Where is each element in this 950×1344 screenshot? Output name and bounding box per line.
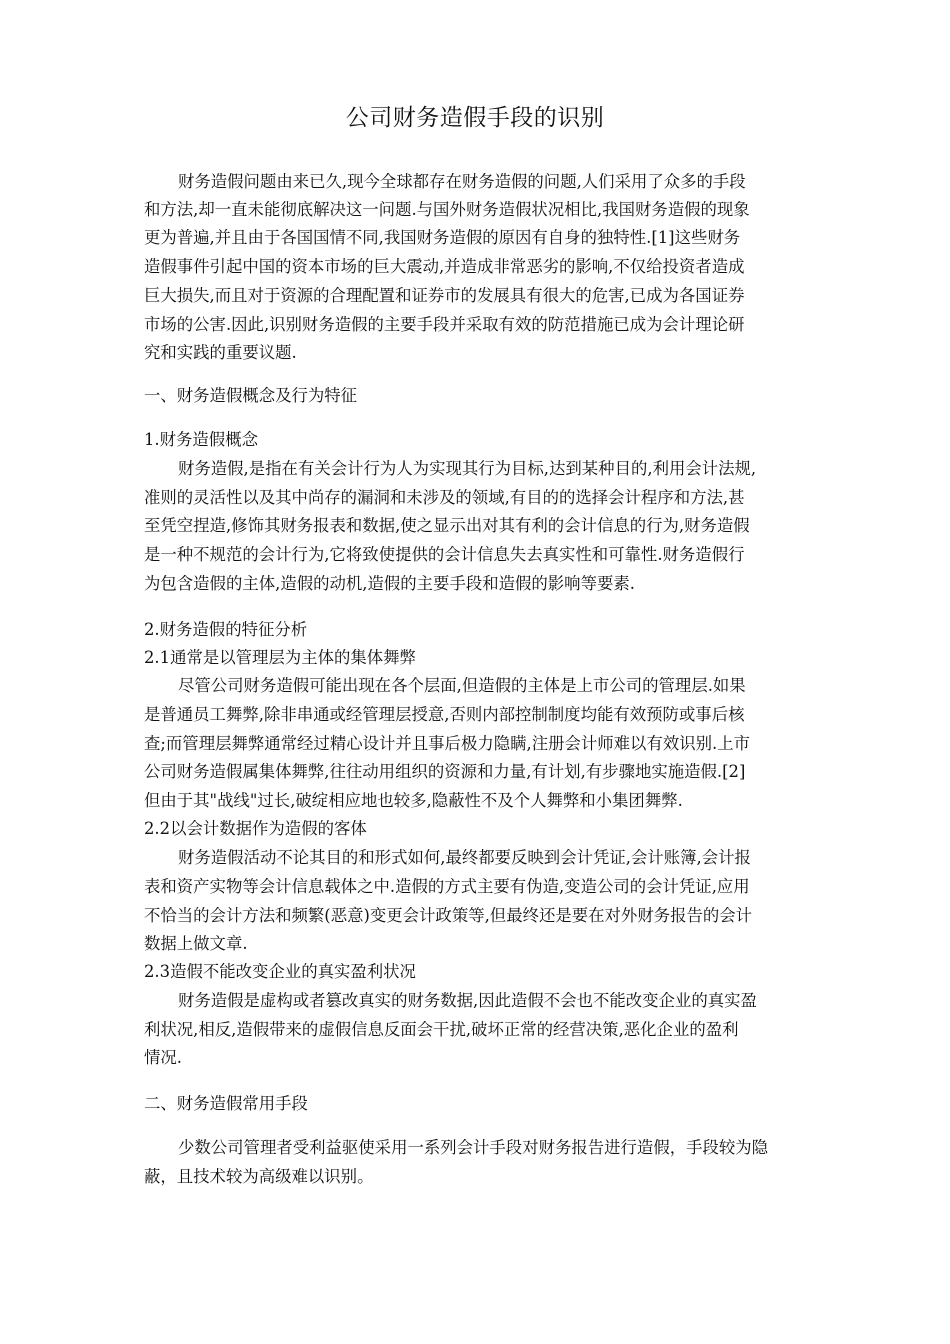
- paragraph-line: 为包含造假的主体,造假的动机,造假的主要手段和造假的影响等要素.: [144, 574, 635, 593]
- paragraph-line: 但由于其"战线"过长,破绽相应地也较多,隐蔽性不及个人舞弊和小集团舞弊.: [144, 791, 683, 810]
- paragraph-line: 是一种不规范的会计行为,它将致使提供的会计信息失去真实性和可靠性.财务造假行: [144, 545, 745, 564]
- paragraph-line: 财务造假是虚构或者篡改真实的财务数据,因此造假不会也不能改变企业的真实盈: [178, 991, 757, 1010]
- subsection-heading: 2.1通常是以管理层为主体的集体舞弊: [144, 648, 416, 667]
- paragraph-line: 市场的公害.因此,识别财务造假的主要手段并采取有效的防范措施已成为会计理论研: [144, 315, 745, 334]
- paragraph-line: 究和实践的重要议题.: [144, 343, 297, 362]
- subsection-heading: 2.3造假不能改变企业的真实盈利状况: [144, 962, 416, 981]
- paragraph-line: 造假事件引起中国的资本市场的巨大震动,并造成非常恶劣的影响,不仅给投资者造成: [144, 257, 745, 276]
- paragraph-line: 情况.: [144, 1048, 182, 1067]
- paragraph-line: 巨大损失,而且对于资源的合理配置和证券市的发展具有很大的危害,已成为各国证券: [144, 286, 745, 305]
- paragraph-line: 是普通员工舞弊,除非串通或经管理层授意,否则内部控制制度均能有效预防或事后核: [144, 705, 745, 724]
- paragraph-line: 和方法,却一直未能彻底解决这一问题.与国外财务造假状况相比,我国财务造假的现象: [144, 200, 750, 219]
- document-title: 公司财务造假手段的识别: [345, 105, 605, 131]
- paragraph-line: 财务造假问题由来已久,现今全球都存在财务造假的问题,人们采用了众多的手段: [178, 172, 746, 191]
- paragraph-line: 利状况,相反,造假带来的虚假信息反面会干扰,破坏正常的经营决策,恶化企业的盈利: [144, 1020, 739, 1039]
- paragraph-line: 准则的灵活性以及其中尚存的漏洞和未涉及的领域,有目的的选择会计程序和方法,甚: [144, 488, 745, 507]
- paragraph-line: 财务造假活动不论其目的和形式如何,最终都要反映到会计凭证,会计账簿,会计报: [178, 848, 751, 867]
- paragraph-line: 不恰当的会计方法和频繁(恶意)变更会计政策等,但最终还是要在对外财务报告的会计: [144, 906, 753, 925]
- paragraph-line: 至凭空捏造,修饰其财务报表和数据,使之显示出对其有利的会计信息的行为,财务造假: [144, 516, 750, 535]
- section-heading: 一、财务造假概念及行为特征: [144, 386, 358, 405]
- subsection-heading: 1.财务造假概念: [144, 430, 258, 449]
- subsection-heading: 2.财务造假的特征分析: [144, 620, 308, 639]
- paragraph-line: 少数公司管理者受利益驱使采用一系列会计手段对财务报告进行造假，手段较为隐: [178, 1138, 769, 1157]
- paragraph-line: 查;而管理层舞弊通常经过精心设计并且事后极力隐瞒,注册会计师难以有效识别.上市: [144, 734, 751, 753]
- paragraph-line: 数据上做文章.: [144, 934, 248, 953]
- paragraph-line: 表和资产实物等会计信息载体之中.造假的方式主要有伪造,变造公司的会计凭证,应用: [144, 877, 750, 896]
- section-heading: 二、财务造假常用手段: [144, 1094, 308, 1113]
- paragraph-line: 公司财务造假属集体舞弊,往往动用组织的资源和力量,有计划,有步骤地实施造假.[2]: [144, 762, 746, 781]
- paragraph-line: 尽管公司财务造假可能出现在各个层面,但造假的主体是上市公司的管理层.如果: [178, 676, 746, 695]
- paragraph-line: 蔽，且技术较为高级难以识别。: [144, 1167, 374, 1186]
- paragraph-line: 更为普遍,并且由于各国国情不同,我国财务造假的原因有自身的独特性.[1]这些财务: [144, 228, 741, 247]
- paragraph-line: 财务造假,是指在有关会计行为人为实现其行为目标,达到某种目的,利用会计法规,: [178, 459, 757, 478]
- subsection-heading: 2.2以会计数据作为造假的客体: [144, 819, 367, 838]
